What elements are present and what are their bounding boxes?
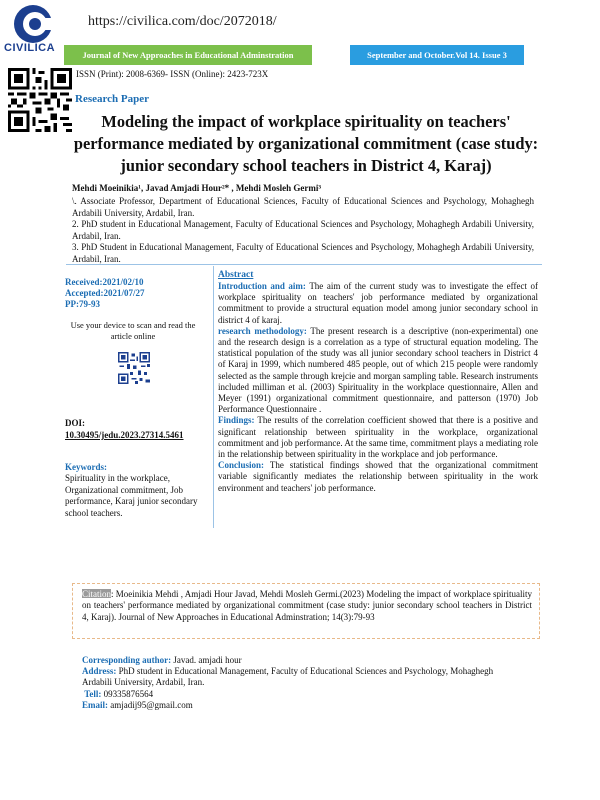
tell-number: 09335876564: [101, 688, 154, 699]
abstract-body: [218, 281, 538, 494]
journal-name-banner: Journal of New Approaches in Educational Adminstration: [64, 45, 312, 65]
scan-instruction: Use your device to scan and read the article online: [70, 320, 196, 341]
citation: [82, 589, 532, 623]
doi-label: DOI:: [65, 418, 85, 428]
doi-link[interactable]: 10.30495/jedu.2023.27314.5461: [65, 430, 184, 440]
corresponding-author: [82, 655, 522, 666]
author-list: Mehdi Moeinikia¹, Javad Amjadi Hour²* , Mehdi Mosleh Germi³: [72, 183, 322, 193]
column-divider: [213, 266, 214, 528]
civilica-logo-icon: [10, 4, 56, 44]
logo-text: CIVILICA: [4, 42, 56, 54]
corresponding-email: [82, 700, 522, 711]
intro-label: Introduction and aim:: [218, 281, 306, 291]
method-text: The present research is a descriptive (non-experimental) one and the research design is a correlation as a type of structural equation modeling. The statistical population of the study was all junior secondary school teachers in District 4 of Karaj in 1999, which numbered 485 people, out of which 215 people were randomly selected as the sample through krejcie and morgan sampling table. Research instruments included milliman et al. (2003) Spirituality in the workplace questionnaire, Allen and Meyer (1991) organizational commitment questionnaire, and patterson (1970) Job Performance Questionnaire .: [218, 325, 539, 415]
abstract-method: [218, 326, 538, 416]
corresponding-tell: [82, 689, 522, 700]
corresponding-address: [82, 666, 522, 688]
email-label: Email:: [82, 699, 108, 710]
issue-banner: September and October.Vol 14. Issue 3: [350, 45, 524, 65]
accepted-date: Accepted:2021/07/27: [65, 288, 145, 298]
author-label: Corresponding author:: [82, 655, 172, 665]
qr-code-icon[interactable]: [8, 68, 72, 132]
abstract-intro: [218, 281, 538, 326]
qr-code-icon[interactable]: [118, 352, 150, 384]
affiliation-3: 3. PhD Student in Educational Management, Faculty of Educational Sciences and Psychology, Mohaghegh Ardabili University, Ardabil, Iran.: [72, 242, 534, 264]
abstract-findings: [218, 415, 538, 460]
keywords: Spirituality in the workplace, Organizational commitment, Job performance, Karaj junior secondary school teachers.: [65, 473, 198, 518]
received-date: Received:2021/02/10: [65, 277, 144, 287]
article-type: Research Paper: [75, 93, 150, 105]
issn: ISSN (Print): 2008-6369- ISSN (Online): 2423-723X: [76, 69, 269, 79]
affiliation-1: \. Associate Professor, Department of Educational Sciences, Faculty of Educational Sciences and Psychology, Mohaghegh Ardabili University, Ardabil, Iran.: [72, 196, 534, 218]
divider: [66, 264, 542, 265]
findings-label: Findings:: [218, 415, 255, 426]
address-label: Address:: [82, 666, 117, 677]
affiliation-2: 2. PhD student in Educational Management, Faculty of Educational Sciences and Psychology, Mohaghegh Ardabili University, Ardabil, Iran.: [72, 219, 534, 241]
abstract-heading: Abstract: [218, 270, 254, 280]
method-label: research methodology:: [218, 325, 307, 336]
citation-label: Citation: [82, 589, 111, 599]
conclusion-label: Conclusion:: [218, 460, 265, 471]
abstract-conclusion: [218, 460, 538, 494]
findings-text: The results of the correlation coefficient showed that there is a positive and significant relationship between spirituality in the workplace, organizational commitment and job performance. At the same time, commitment plays a mediating role in the relationship between spirituality in the workplace and job performance.: [218, 415, 538, 460]
page-range: PP:79-93: [65, 299, 100, 309]
tell-label: Tell:: [84, 688, 102, 699]
email-address[interactable]: amjadij95@gmail.com: [108, 699, 193, 710]
intro-text: The aim of the current study was to investigate the effect of workplace spirituality on teachers' job performance mediated by organizational commitment to provide a structural equation model among junior secondary school in district 4 of karaj.: [218, 281, 538, 325]
address-text: PhD student in Educational Management, Faculty of Educational Sciences and Psychology, Mohaghegh Ardabili University, Ardabil, Iran.: [82, 666, 494, 688]
article-dates: [65, 277, 144, 310]
affiliations: [72, 196, 534, 265]
conclusion-text: The statistical findings showed that the organizational commitment variable significantly mediates the relationship between spirituality in the work environment and teachers' job performance.: [218, 460, 538, 493]
citation-text: : Moeinikia Mehdi , Amjadi Hour Javad, Mehdi Mosleh Germi.(2023) Modeling the impact of workplace spirituality on teachers' performance mediated by organizational commitment (case study: junior secondary school teachers in District 4, Karaj). Journal of New Approaches in Educational Adminstration; 14(3):79-93: [82, 589, 532, 622]
keywords-label: Keywords:: [65, 462, 107, 472]
author-name: Javad. amjadi hour: [171, 655, 242, 665]
corresponding-info: [82, 655, 522, 711]
paper-title: Modeling the impact of workplace spirituality on teachers' performance mediated by organizational commitment (case study: junior secondary school teachers in District 4, Karaj): [73, 112, 539, 175]
document-url[interactable]: https://civilica.com/doc/2072018/: [88, 14, 277, 29]
